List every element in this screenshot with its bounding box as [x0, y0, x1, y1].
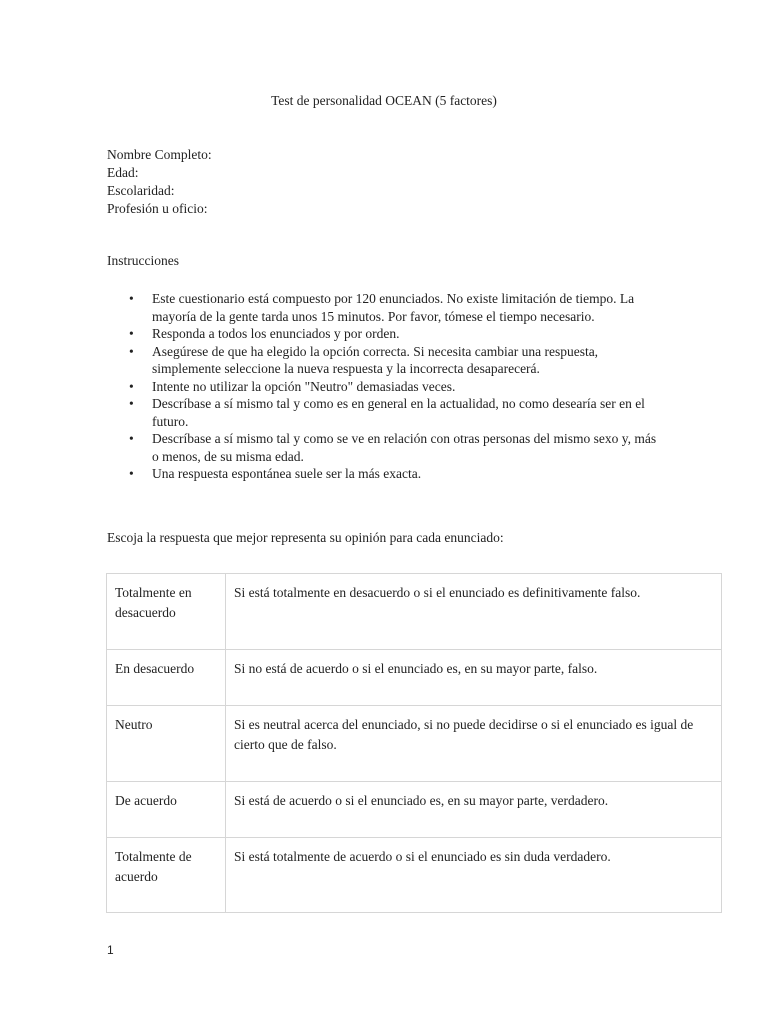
scale-description-cell: Si está totalmente en desacuerdo o si el enunciado es definitivamente falso.: [226, 574, 722, 650]
instruction-text: Responda a todos los enunciados y por orden.: [152, 326, 400, 341]
bullet-icon: •: [129, 291, 134, 306]
bullet-icon: •: [129, 326, 134, 341]
instruction-item: [129, 343, 659, 378]
field-profession: Profesión u oficio:: [107, 201, 208, 216]
scale-label-cell: En desacuerdo: [107, 650, 226, 706]
instruction-item: [129, 465, 659, 483]
table-row: [107, 838, 722, 913]
scale-label-cell: Neutro: [107, 706, 226, 782]
bullet-icon: •: [129, 431, 134, 446]
personal-info-fields: [107, 146, 212, 218]
instruction-text: Descríbase a sí mismo tal y como se ve en relación con otras personas del mismo sexo y, más o menos, de su misma edad.: [152, 431, 657, 464]
scale-description-cell: Si es neutral acerca del enunciado, si no puede decidirse o si el enunciado es igual de cierto que de falso.: [226, 706, 722, 782]
bullet-icon: •: [129, 378, 134, 394]
page-number: 1: [107, 943, 114, 957]
field-full-name: Nombre Completo:: [107, 147, 212, 162]
table-row: [107, 650, 722, 706]
instructions-list: [129, 290, 659, 483]
instruction-text: Intente no utilizar la opción "Neutro" demasiadas veces.: [152, 378, 456, 394]
scale-description-cell: Si está totalmente de acuerdo o si el enunciado es sin duda verdadero.: [226, 838, 722, 913]
instruction-text: Una respuesta espontánea suele ser la más exacta.: [152, 466, 422, 481]
instruction-item: [129, 325, 659, 343]
table-row: [107, 782, 722, 838]
field-age: Edad:: [107, 165, 139, 180]
response-scale-table: [106, 573, 722, 913]
bullet-icon: •: [129, 343, 134, 359]
scale-description-cell: Si no está de acuerdo o si el enunciado es, en su mayor parte, falso.: [226, 650, 722, 706]
instruction-text: Este cuestionario está compuesto por 120 enunciados. No existe limitación de tiempo. La mayoría de la gente tarda unos 15 minutos. Por favor, tómese el tiempo necesario.: [152, 291, 635, 324]
table-row: [107, 706, 722, 782]
instruction-item: [129, 378, 659, 396]
field-schooling: Escolaridad:: [107, 183, 175, 198]
instruction-text: Descríbase a sí mismo tal y como es en general en la actualidad, no como desearía ser en el futuro.: [152, 396, 645, 429]
table-row: [107, 574, 722, 650]
instruction-item: [129, 395, 659, 430]
scale-label-cell: De acuerdo: [107, 782, 226, 838]
instruction-item: [129, 430, 659, 465]
bullet-icon: •: [129, 396, 134, 411]
scale-description-cell: Si está de acuerdo o si el enunciado es, en su mayor parte, verdadero.: [226, 782, 722, 838]
scale-label-cell: Totalmente de acuerdo: [107, 838, 226, 913]
choose-answer-prompt: Escoja la respuesta que mejor representa su opinión para cada enunciado:: [107, 530, 504, 545]
instructions-heading: Instrucciones: [107, 253, 179, 268]
scale-label-cell: Totalmente en desacuerdo: [107, 574, 226, 650]
page-title: Test de personalidad OCEAN (5 factores): [271, 93, 497, 108]
bullet-icon: •: [129, 466, 134, 481]
instruction-text: Asegúrese de que ha elegido la opción correcta. Si necesita cambiar una respuesta, simplemente seleccione la nueva respuesta y la incorrecta desaparecerá.: [152, 343, 599, 376]
instruction-item: [129, 290, 659, 325]
